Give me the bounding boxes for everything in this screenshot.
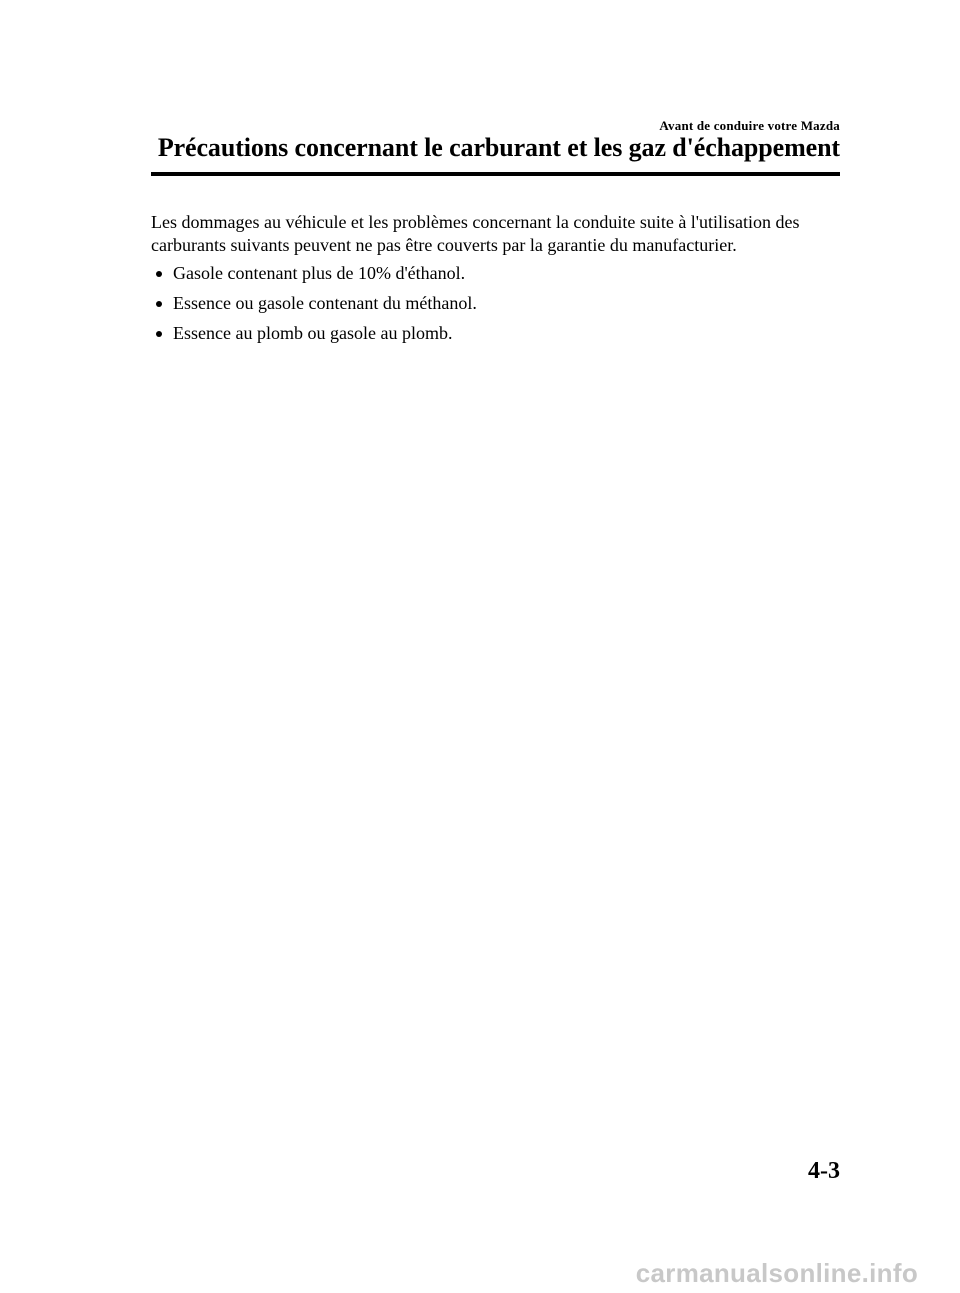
list-item-text: Essence ou gasole contenant du méthanol. — [173, 293, 477, 313]
watermark-text: carmanualsonline.info — [635, 1258, 918, 1288]
fuel-list — [151, 262, 851, 352]
list-item — [151, 322, 851, 352]
list-item-text: Essence au plomb ou gasole au plomb. — [173, 323, 453, 343]
bullet-icon — [156, 271, 162, 277]
title-divider — [151, 172, 840, 176]
list-item-text: Gasole contenant plus de 10% d'éthanol. — [173, 263, 466, 283]
bullet-icon — [156, 331, 162, 337]
page-title: Précautions concernant le carburant et les gaz d'échappement — [157, 133, 840, 162]
page-number: 4-3 — [808, 1158, 840, 1184]
list-item — [151, 262, 851, 292]
section-label: Avant de conduire votre Mazda — [659, 118, 840, 133]
intro-paragraph: Les dommages au véhicule et les problèmes concernant la conduite suite à l'utilisation des carburants suivants peuvent ne pas être couverts par la garantie du manufacturier. — [151, 212, 800, 255]
body-text — [151, 211, 851, 257]
bullet-icon — [156, 301, 162, 307]
list-item — [151, 292, 851, 322]
